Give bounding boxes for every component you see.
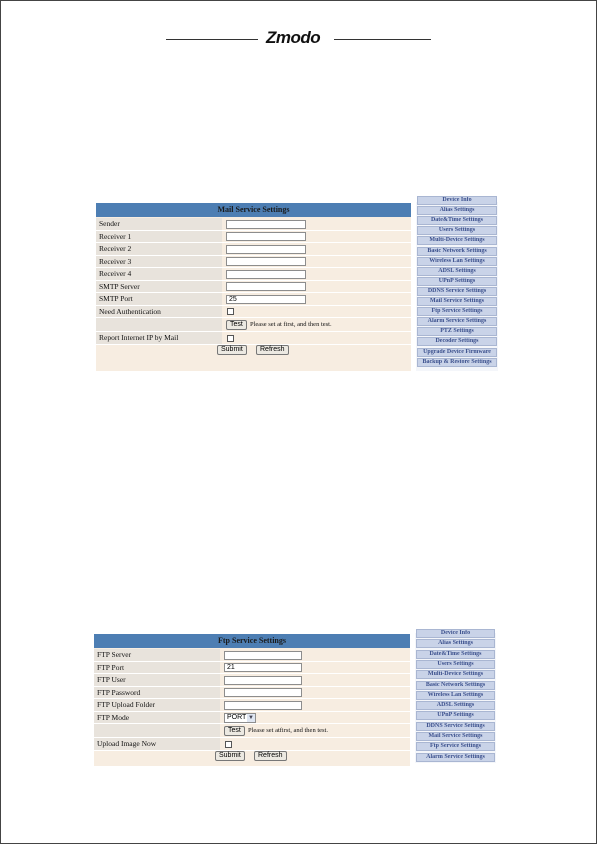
- menu-item[interactable]: PTZ Settings: [417, 327, 497, 336]
- ftp-row-server: [94, 649, 410, 662]
- menu-item[interactable]: Alarm Service Settings: [417, 317, 497, 326]
- menu-item[interactable]: ADSL Settings: [416, 701, 495, 710]
- ftp-row-upload-now: [94, 738, 410, 751]
- ftp-password-input[interactable]: [224, 688, 302, 697]
- menu-item[interactable]: Multi-Device Settings: [416, 670, 495, 679]
- ftp-test-button[interactable]: Test: [224, 726, 245, 736]
- ftp-submit-button[interactable]: Submit: [215, 751, 245, 761]
- field-label: Sender: [96, 218, 222, 231]
- receiver1-input[interactable]: [226, 232, 306, 241]
- mail-row-need-auth: [96, 306, 411, 319]
- menu-item[interactable]: Decoder Settings: [417, 337, 497, 346]
- menu-item[interactable]: Mail Service Settings: [416, 732, 495, 741]
- menu-item[interactable]: Users Settings: [416, 660, 495, 669]
- mail-row-smtp-server: [96, 281, 411, 294]
- receiver4-input[interactable]: [226, 270, 306, 279]
- menu-item[interactable]: Wireless Lan Settings: [417, 257, 497, 266]
- mail-settings-panel: [96, 203, 411, 371]
- ftp-settings-panel: [94, 634, 410, 766]
- ftp-test-note: Please set atfirst, and then test.: [248, 727, 328, 734]
- receiver3-input[interactable]: [226, 257, 306, 266]
- menu-item[interactable]: Date&Time Settings: [417, 216, 497, 225]
- mail-row-test: [96, 318, 411, 332]
- menu-item[interactable]: Device Info: [416, 629, 495, 638]
- need-auth-checkbox[interactable]: [227, 308, 234, 315]
- mail-row-smtp-port: [96, 293, 411, 306]
- menu-item[interactable]: Ftp Service Settings: [417, 307, 497, 316]
- mail-panel-title: Mail Service Settings: [96, 203, 411, 217]
- menu-item[interactable]: DDNS Service Settings: [416, 722, 495, 731]
- field-label: Report Internet IP by Mail: [96, 332, 222, 345]
- mail-row-receiver1: [96, 231, 411, 244]
- ftp-mode-select[interactable]: [224, 713, 256, 723]
- menu-item[interactable]: Alarm Service Settings: [416, 753, 495, 762]
- ftp-server-input[interactable]: [224, 651, 302, 660]
- settings-side-menu: [416, 197, 498, 371]
- menu-item[interactable]: Upgrade Device Firmware: [417, 348, 497, 357]
- menu-item[interactable]: DDNS Service Settings: [417, 287, 497, 296]
- menu-item[interactable]: Backup & Restore Settings: [417, 358, 497, 367]
- ftp-mode-value: PORT: [227, 713, 247, 721]
- field-label: Receiver 3: [96, 256, 222, 269]
- header-rule-left: [166, 39, 258, 40]
- mail-row-receiver4: [96, 268, 411, 281]
- ftp-row-upload-folder: [94, 699, 410, 712]
- menu-item[interactable]: Basic Network Settings: [417, 247, 497, 256]
- ftp-panel-title: Ftp Service Settings: [94, 634, 410, 648]
- ftp-user-input[interactable]: [224, 676, 302, 685]
- menu-item[interactable]: UPnP Settings: [417, 277, 497, 286]
- mail-test-button[interactable]: Test: [226, 320, 247, 330]
- ftp-row-user: [94, 674, 410, 687]
- smtp-port-input[interactable]: 25: [226, 295, 306, 304]
- ftp-row-test: [94, 724, 410, 738]
- settings-side-menu-2: [415, 630, 496, 763]
- field-label: FTP Password: [94, 687, 220, 700]
- menu-item[interactable]: Alias Settings: [417, 206, 497, 215]
- field-label: FTP Port: [94, 662, 220, 675]
- ftp-row-port: [94, 662, 410, 675]
- menu-item[interactable]: Device Info: [417, 196, 497, 205]
- field-label: FTP Mode: [94, 712, 220, 725]
- upload-now-checkbox[interactable]: [225, 741, 232, 748]
- field-label: SMTP Port: [96, 293, 222, 306]
- menu-item[interactable]: Alias Settings: [416, 639, 495, 648]
- menu-item[interactable]: Basic Network Settings: [416, 681, 495, 690]
- sender-input[interactable]: [226, 220, 306, 229]
- smtp-server-input[interactable]: [226, 282, 306, 291]
- field-label: FTP User: [94, 674, 220, 687]
- ftp-port-input[interactable]: 21: [224, 663, 302, 672]
- mail-test-note: Please set at first, and then test.: [250, 321, 332, 328]
- menu-item[interactable]: Wireless Lan Settings: [416, 691, 495, 700]
- mail-row-sender: [96, 218, 411, 231]
- field-label: Need Authentication: [96, 306, 222, 319]
- menu-item[interactable]: Ftp Service Settings: [416, 742, 495, 751]
- mail-row-report-ip: [96, 332, 411, 345]
- mail-row-receiver3: [96, 256, 411, 269]
- field-label: Receiver 1: [96, 231, 222, 244]
- zmodo-logo: Zmodo: [266, 28, 321, 47]
- header-rule-right: [334, 39, 431, 40]
- ftp-row-mode: [94, 712, 410, 725]
- menu-item[interactable]: ADSL Settings: [417, 267, 497, 276]
- field-label: Receiver 2: [96, 243, 222, 256]
- chevron-down-icon[interactable]: ▼: [248, 714, 254, 721]
- field-label: SMTP Server: [96, 281, 222, 294]
- mail-submit-button[interactable]: Submit: [217, 345, 247, 355]
- field-label: Upload Image Now: [94, 738, 220, 751]
- menu-item[interactable]: Users Settings: [417, 226, 497, 235]
- mail-refresh-button[interactable]: Refresh: [256, 345, 289, 355]
- report-ip-checkbox[interactable]: [227, 335, 234, 342]
- receiver2-input[interactable]: [226, 245, 306, 254]
- field-label: Receiver 4: [96, 268, 222, 281]
- mail-row-receiver2: [96, 243, 411, 256]
- ftp-upload-folder-input[interactable]: [224, 701, 302, 710]
- ftp-refresh-button[interactable]: Refresh: [254, 751, 287, 761]
- ftp-row-password: [94, 687, 410, 700]
- menu-item[interactable]: Date&Time Settings: [416, 650, 495, 659]
- menu-item[interactable]: Multi-Device Settings: [417, 236, 497, 245]
- field-label: FTP Server: [94, 649, 220, 662]
- field-label: FTP Upload Folder: [94, 699, 220, 712]
- menu-item[interactable]: Mail Service Settings: [417, 297, 497, 306]
- menu-item[interactable]: UPnP Settings: [416, 711, 495, 720]
